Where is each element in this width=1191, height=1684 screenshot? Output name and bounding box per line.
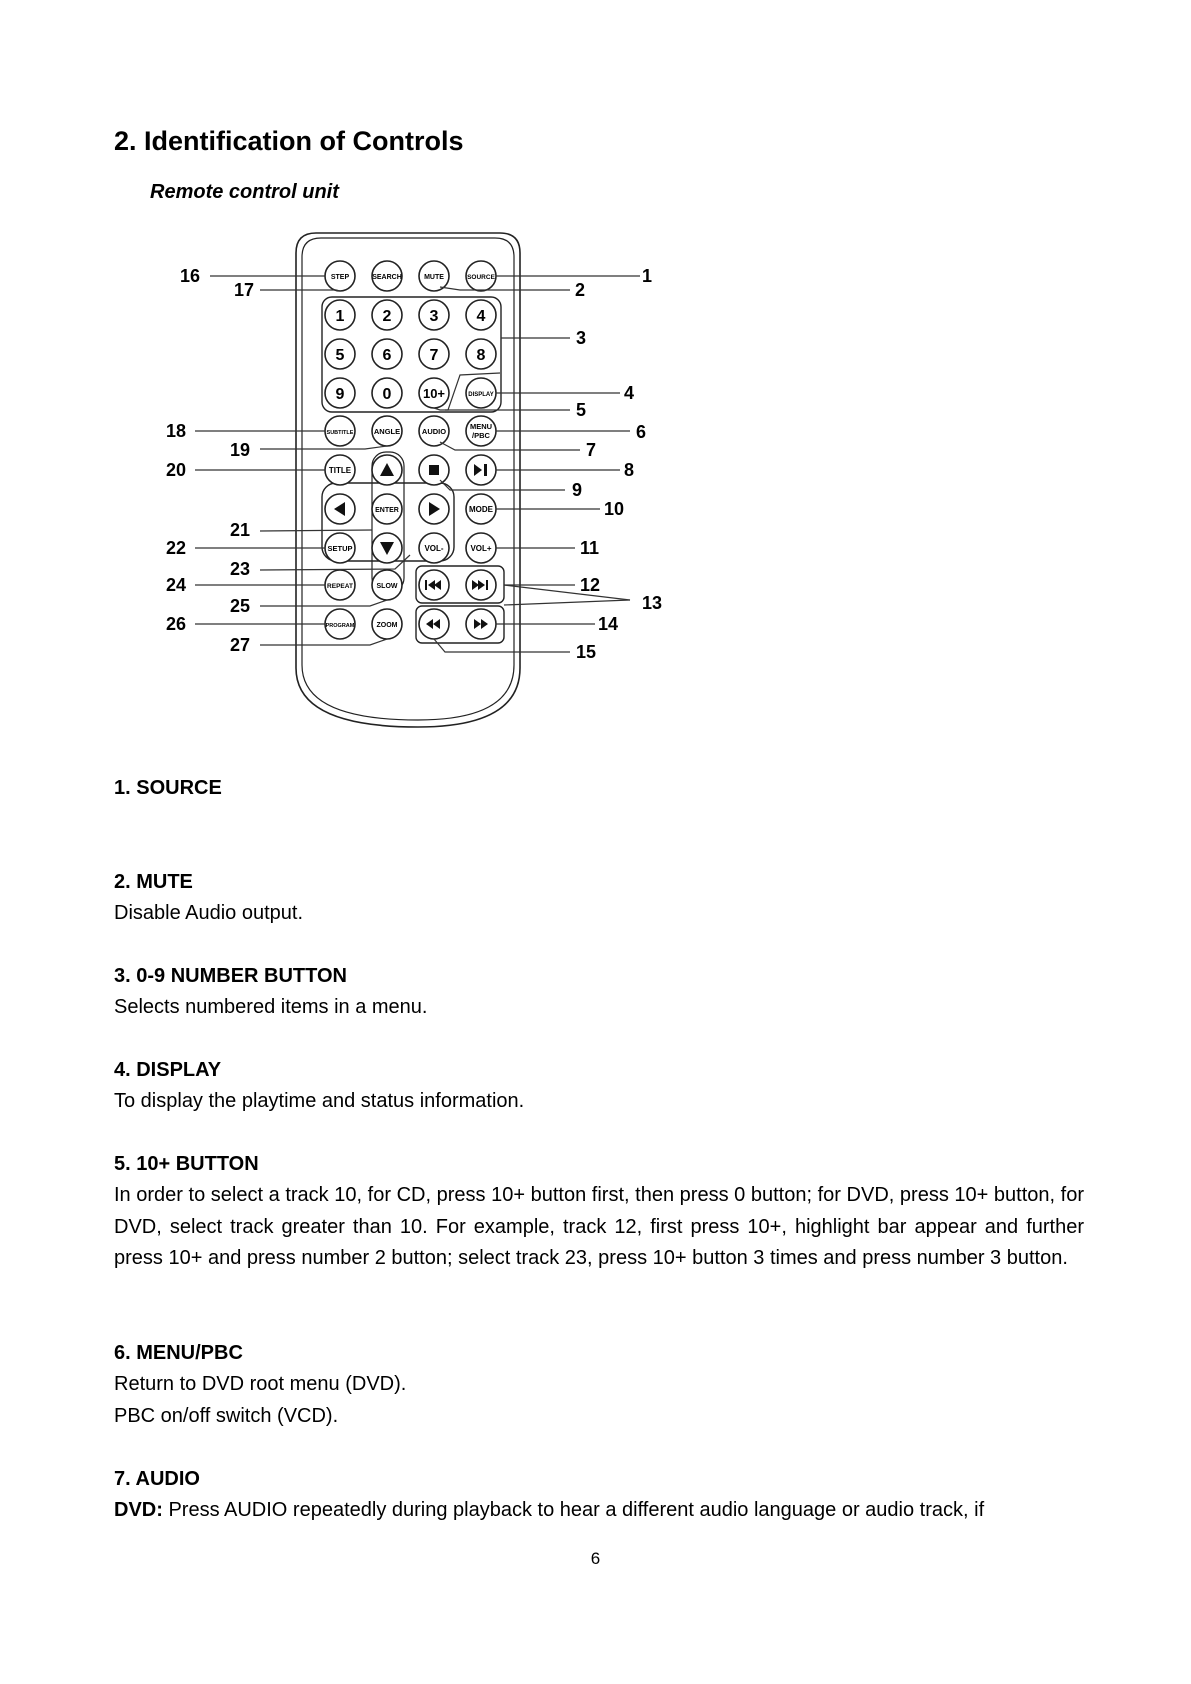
title-button bbox=[325, 455, 355, 485]
audio-label: AUDIO bbox=[421, 427, 447, 436]
vol-plus-button bbox=[466, 533, 496, 563]
callout-16: 16 bbox=[180, 266, 201, 286]
callout-20: 20 bbox=[166, 460, 187, 480]
section-3-text: Selects numbered items in a menu. bbox=[114, 996, 428, 1018]
callout-13: 13 bbox=[642, 593, 663, 613]
number-5-button bbox=[325, 339, 355, 369]
callout-7: 7 bbox=[586, 440, 597, 460]
number-4-button bbox=[466, 300, 496, 330]
slow-label: SLOW bbox=[376, 583, 398, 590]
page-number: 6 bbox=[590, 1549, 601, 1568]
enter-label: ENTER bbox=[375, 507, 399, 514]
section-5-text: In order to select a track 10, for CD, press 10+ button first, then press 0 button; for DVD, press 10+ button, for DVD, select track greater than 10. For example, track 12, first press 10+, highlight bar appear and further press 10+ and press number 2 button; select track 23, press 10+ button 3 times and press number 3 button. bbox=[114, 1184, 1084, 1269]
callout-1: 1 bbox=[642, 266, 653, 286]
callout-24: 24 bbox=[166, 575, 187, 595]
number-0-button bbox=[372, 378, 402, 408]
number-9-label: 9 bbox=[335, 386, 345, 403]
display-label: DISPLAY bbox=[468, 392, 494, 398]
vol-plus-label: VOL+ bbox=[470, 544, 492, 553]
mode-button bbox=[466, 494, 496, 524]
number-9-button bbox=[325, 378, 355, 408]
ten-plus-label: 10+ bbox=[422, 386, 446, 401]
angle-button bbox=[372, 416, 402, 446]
vol-minus-label: VOL- bbox=[424, 544, 444, 553]
number-3-label: 3 bbox=[429, 308, 439, 325]
callout-19: 19 bbox=[230, 440, 251, 460]
up-arrow-button bbox=[372, 455, 402, 485]
number-0-label: 0 bbox=[382, 386, 392, 403]
callout-15: 15 bbox=[576, 642, 597, 662]
section-7-title: 7. AUDIO bbox=[114, 1468, 200, 1490]
callout-17: 17 bbox=[234, 280, 255, 300]
section-5-title: 5. 10+ BUTTON bbox=[114, 1153, 259, 1175]
subtitle-button bbox=[325, 416, 355, 446]
section-7-body: Press AUDIO repeatedly during playback to hear a different audio language or audio track, if bbox=[162, 1499, 985, 1521]
source-button bbox=[466, 261, 496, 291]
section-6-line-1: Return to DVD root menu (DVD). bbox=[114, 1373, 407, 1395]
repeat-button bbox=[325, 570, 355, 600]
callout-6: 6 bbox=[636, 422, 647, 442]
callout-21: 21 bbox=[230, 520, 251, 540]
callout-9: 9 bbox=[572, 480, 583, 500]
menu-label: MENU bbox=[469, 422, 493, 431]
left-arrow-button bbox=[325, 494, 355, 524]
number-1-label: 1 bbox=[335, 308, 345, 325]
search-button bbox=[372, 261, 402, 291]
source-label: SOURCE bbox=[467, 274, 495, 281]
callout-leader-lines bbox=[195, 276, 640, 652]
vol-minus-button bbox=[419, 533, 449, 563]
display-button bbox=[466, 378, 496, 408]
pbc-label: /PBC bbox=[472, 431, 490, 440]
section-2-title: 2. MUTE bbox=[114, 871, 193, 893]
audio-button bbox=[419, 416, 449, 446]
callout-14: 14 bbox=[598, 614, 619, 634]
number-3-button bbox=[419, 300, 449, 330]
section-1-title: 1. SOURCE bbox=[114, 777, 222, 799]
number-8-label: 8 bbox=[476, 347, 486, 364]
callout-3: 3 bbox=[576, 328, 587, 348]
callout-5: 5 bbox=[576, 400, 587, 420]
section-2-text: Disable Audio output. bbox=[114, 902, 304, 924]
number-2-button bbox=[372, 300, 402, 330]
callout-22: 22 bbox=[166, 538, 187, 558]
number-7-label: 7 bbox=[429, 347, 439, 364]
figure-subheading: Remote control unit bbox=[150, 181, 339, 203]
step-button bbox=[325, 261, 355, 291]
program-button bbox=[325, 609, 355, 639]
program-label: PROGRAM bbox=[325, 623, 355, 629]
zoom-label: ZOOM bbox=[376, 622, 398, 629]
mute-label: MUTE bbox=[424, 274, 444, 281]
remote-control-diagram bbox=[0, 0, 1191, 760]
mute-button bbox=[419, 261, 449, 291]
callout-2: 2 bbox=[575, 280, 586, 300]
callout-27: 27 bbox=[230, 635, 251, 655]
number-2-label: 2 bbox=[382, 308, 392, 325]
search-label: SEARCH bbox=[372, 274, 402, 281]
callout-11: 11 bbox=[580, 538, 600, 558]
number-4-label: 4 bbox=[476, 308, 486, 325]
callout-18: 18 bbox=[166, 421, 187, 441]
repeat-label: REPEAT bbox=[327, 583, 353, 590]
zoom-button bbox=[372, 609, 402, 639]
callout-26: 26 bbox=[166, 614, 187, 634]
step-label: STEP bbox=[330, 274, 350, 281]
stop-button bbox=[419, 455, 449, 485]
fast-forward-button bbox=[466, 609, 496, 639]
down-arrow-button bbox=[372, 533, 402, 563]
callout-10: 10 bbox=[604, 499, 625, 519]
number-8-button bbox=[466, 339, 496, 369]
section-4-title: 4. DISPLAY bbox=[114, 1059, 222, 1081]
section-6-line-2: PBC on/off switch (VCD). bbox=[114, 1405, 339, 1427]
angle-label: ANGLE bbox=[373, 427, 401, 436]
enter-button bbox=[372, 494, 402, 524]
callout-8: 8 bbox=[624, 460, 635, 480]
callout-4: 4 bbox=[624, 383, 635, 403]
previous-button bbox=[419, 570, 449, 600]
section-6-title: 6. MENU/PBC bbox=[114, 1342, 243, 1364]
number-1-button bbox=[325, 300, 355, 330]
mode-label: MODE bbox=[469, 505, 493, 514]
section-4-text: To display the playtime and status information. bbox=[114, 1090, 525, 1112]
section-3-title: 3. 0-9 NUMBER BUTTON bbox=[114, 965, 347, 987]
callout-12: 12 bbox=[580, 575, 601, 595]
right-arrow-button bbox=[419, 494, 449, 524]
slow-button bbox=[372, 570, 402, 600]
section-7-label: DVD: bbox=[114, 1499, 163, 1521]
section-7-text bbox=[114, 1495, 1084, 1527]
subtitle-label: SUBTITLE bbox=[326, 430, 354, 436]
callout-23: 23 bbox=[230, 559, 251, 579]
fast-reverse-button bbox=[419, 609, 449, 639]
number-6-label: 6 bbox=[382, 347, 392, 364]
setup-button bbox=[325, 533, 355, 563]
setup-label: SETUP bbox=[327, 544, 353, 553]
callout-25: 25 bbox=[230, 596, 251, 616]
next-button bbox=[466, 570, 496, 600]
menu-pbc-button bbox=[466, 416, 496, 446]
section-heading: 2. Identification of Controls bbox=[114, 126, 464, 156]
number-7-button bbox=[419, 339, 449, 369]
number-6-button bbox=[372, 339, 402, 369]
title-label: TITLE bbox=[328, 466, 352, 475]
play-pause-button bbox=[466, 455, 496, 485]
stop-icon bbox=[429, 465, 439, 475]
number-5-label: 5 bbox=[335, 347, 345, 364]
ten-plus-button bbox=[419, 378, 449, 408]
